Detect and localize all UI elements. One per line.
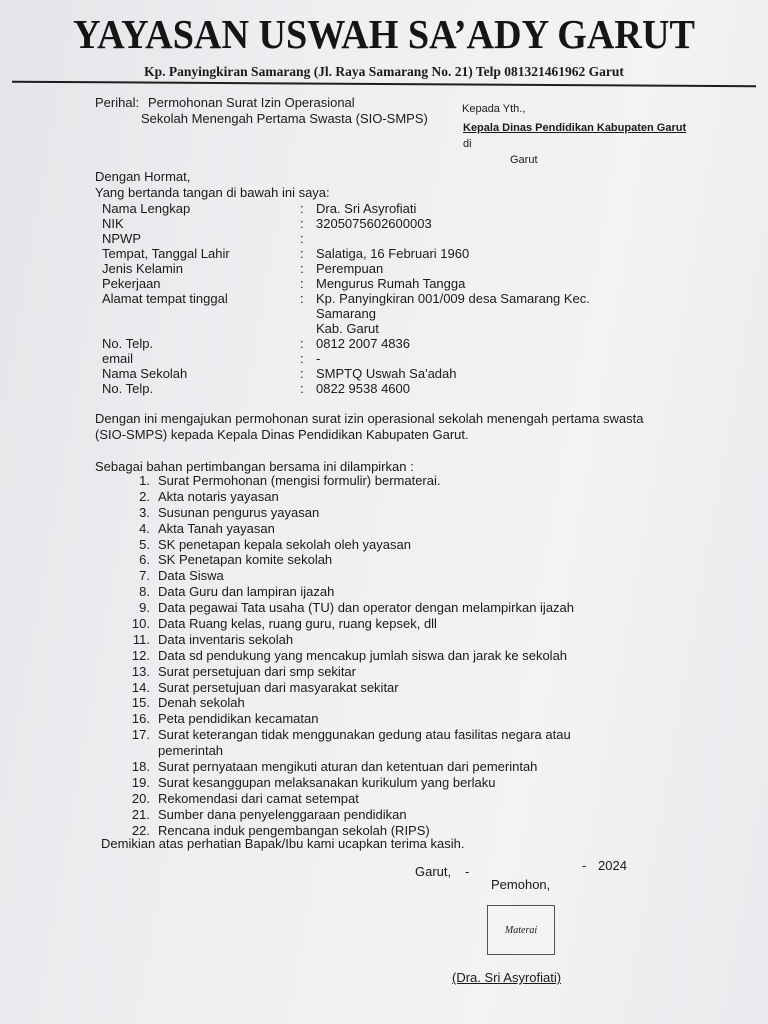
identity-value: Kp. Panyingkiran 001/009 desa Samarang Kec. xyxy=(316,291,590,306)
date-year: 2024 xyxy=(598,858,627,873)
identity-label: email xyxy=(102,351,134,366)
colon: : xyxy=(300,381,304,396)
colon: : xyxy=(300,216,304,231)
identity-value: SMPTQ Uswah Sa'adah xyxy=(316,366,457,381)
identity-value: Perempuan xyxy=(316,261,384,276)
recipient-title: Kepala Dinas Pendidikan Kabupaten Garut xyxy=(463,122,687,134)
colon: : xyxy=(300,336,304,351)
subject-line-2: Sekolah Menengah Pertama Swasta (SIO-SMPS) xyxy=(141,111,428,126)
identity-label: Jenis Kelamin xyxy=(102,261,183,276)
organization-name: YAYASAN USWAH SA’ADY GARUT xyxy=(73,11,695,57)
identity-value-cont: Kab. Garut xyxy=(316,321,379,336)
date-month-dash: - xyxy=(582,858,587,873)
letter-page: YAYASAN USWAH SA’ADY GARUT Kp. Panyingkiran Samarang (Jl. Raya Samarang No. 21) Telp 081321461962 Garut Perihal: Permohonan Surat Izin Operasional Sekolah Menengah Pertama Swasta (SIO-SMPS) Kepada Yth., Kepala Dinas Pendidikan Kabupaten Garut di Garut Dengan Hormat, Yang bertanda tangan di bawah ini saya: Nama Lengkap : Dra. Sri Asyrofiati NIK : 3205075602600003 NPWP : Tempat, Tanggal Lahir : Salatiga, 16 Februari 1960 Jenis Kelamin : Perempuan Pekerjaan : Mengurus Rumah Tangga Alamat tempat tinggal : Kp. Panyingkiran 001/009 desa Samarang Kec. Samarang Kab. Garut No. Telp. : 0812 2007 4836 email : - Nama Sekolah : SMPTQ Uswah Sa'adah No. Telp. : 0822 9538 4600 Dengan ini mengajukan permohonan surat izin operasional sekolah menengah pertama swasta (SIO-SMPS) kepada Kepala Dinas Pendidikan Kabupaten Garut. Sebagai bahan pertimbangan bersama ini dilampirkan : 1. Surat Permohonan (mengisi formulir) bermaterai. 2. Akta notaris yayasan 3. Susunan pengurus yayasan 4. Akta Tanah yayasan 5. SK penetapan kepala sekolah oleh yayasan 6. SK Penetapan komite sekolah 7. Data Siswa 8. Data Guru dan lampiran ijazah 9. Data pegawai Tata usaha (TU) dan operator dengan melampirkan ijazah 10. Data Ruang kelas, ruang guru, ruang kepsek, dll 11. Data inventaris sekolah 12. Data sd pendukung yang mencakup jumlah siswa dan jarak ke sekolah 13. Surat persetujuan dari smp sekitar 14. Surat persetujuan dari masyarakat sekitar 15. Denah sekolah 16. Peta pendidikan kecamatan 17. Surat keterangan tidak menggunakan gedung atau fasilitas negara atau pemerintah 18. Surat pernyataan mengikuti aturan dan ketentuan dari pemerintah 19. Surat kesanggupan melaksanakan kurikulum yang berlaku 20. Rekomendasi dari camat setempat 21. Sumber dana penyelenggaraan pendidikan 22. Rencana induk pengembangan sekolah (RIPS) Demikian atas perhatian Bapak/Ibu kami ucapkan terima kasih. Garut, - - 2024 Pemohon, Materai (Dra. Sri Asyrofiati) xyxy=(0,0,768,1024)
recipient-di: di xyxy=(463,138,472,150)
colon: : xyxy=(300,351,304,366)
identity-value: - xyxy=(316,351,321,366)
identity-label: Nama Lengkap xyxy=(102,201,191,216)
attachments-intro: Sebagai bahan pertimbangan bersama ini dilampirkan : xyxy=(95,459,414,474)
colon: : xyxy=(300,261,304,276)
identity-value: Dra. Sri Asyrofiati xyxy=(316,201,417,216)
salutation: Dengan Hormat, xyxy=(95,169,191,184)
colon: : xyxy=(300,291,304,306)
colon: : xyxy=(300,231,304,246)
organization-address: Kp. Panyingkiran Samarang (Jl. Raya Samarang No. 21) Telp 081321461962 Garut xyxy=(144,64,624,79)
signer-role: Pemohon, xyxy=(491,877,551,892)
identity-label: Nama Sekolah xyxy=(102,366,188,381)
letterhead-divider xyxy=(12,81,756,88)
identity-label: No. Telp. xyxy=(102,336,154,351)
identity-label: Alamat tempat tinggal xyxy=(102,291,228,306)
identity-value: Salatiga, 16 Februari 1960 xyxy=(316,246,470,261)
identity-label: NIK xyxy=(102,216,124,231)
colon: : xyxy=(300,201,304,216)
identity-value: 0812 2007 4836 xyxy=(316,336,410,351)
colon: : xyxy=(300,366,304,381)
intro-line: Yang bertanda tangan di bawah ini saya: xyxy=(95,185,330,200)
identity-value: Mengurus Rumah Tangga xyxy=(316,276,466,291)
recipient-city: Garut xyxy=(510,154,538,166)
request-line-1: Dengan ini mengajukan permohonan surat izin operasional sekolah menengah pertama swasta xyxy=(95,411,644,426)
identity-value-cont: Samarang xyxy=(316,306,376,321)
signature-place: Garut, xyxy=(415,864,452,879)
identity-value: 0822 9538 4600 xyxy=(316,381,410,396)
recipient-greeting: Kepada Yth., xyxy=(462,103,526,115)
request-line-2: (SIO-SMPS) kepada Kepala Dinas Pendidikan Kabupaten Garut. xyxy=(95,427,469,442)
identity-label: Pekerjaan xyxy=(102,276,161,291)
identity-label: No. Telp. xyxy=(102,381,154,396)
colon: : xyxy=(300,246,304,261)
stamp-placeholder xyxy=(487,905,555,955)
identity-label: NPWP xyxy=(102,231,141,246)
colon: : xyxy=(300,276,304,291)
signer-name: (Dra. Sri Asyrofiati) xyxy=(452,970,562,985)
subject-label: Perihal: xyxy=(95,95,140,110)
stamp-label: Materai xyxy=(504,924,538,936)
date-day-dash: - xyxy=(465,864,470,879)
subject-line-1: Permohonan Surat Izin Operasional xyxy=(148,95,355,110)
identity-label: Tempat, Tanggal Lahir xyxy=(102,246,230,261)
closing-line: Demikian atas perhatian Bapak/Ibu kami ucapkan terima kasih. xyxy=(101,836,465,851)
identity-value: 3205075602600003 xyxy=(316,216,432,231)
